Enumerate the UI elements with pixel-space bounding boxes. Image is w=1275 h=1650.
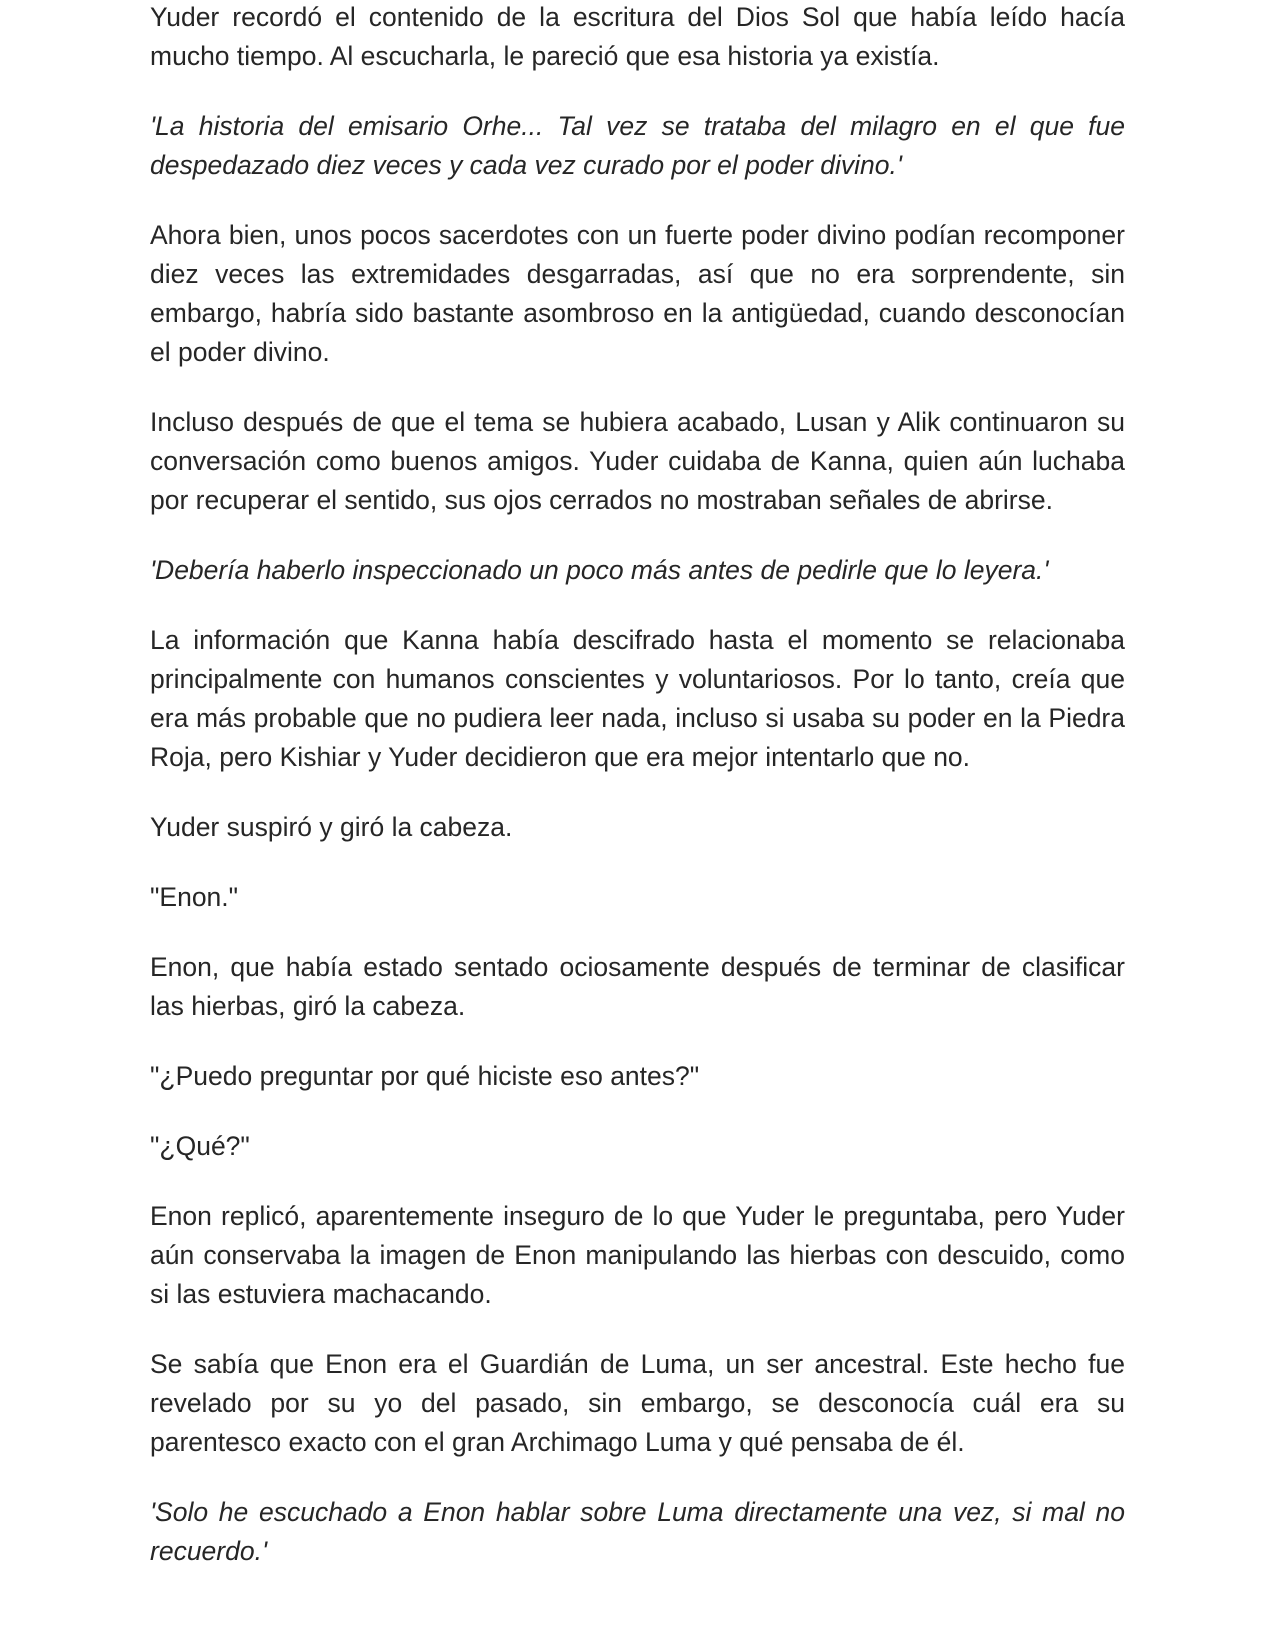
dialogue-paragraph: "¿Puedo preguntar por qué hiciste eso antes?" bbox=[150, 1061, 700, 1091]
italic-thought-paragraph: 'Debería haberlo inspeccionado un poco más antes de pedirle que lo leyera.' bbox=[150, 555, 1049, 585]
paragraph: Enon, que había estado sentado ociosamente después de terminar de clasificar las hierbas, giró la cabeza. bbox=[150, 952, 1125, 1021]
paragraph: Yuder suspiró y giró la cabeza. bbox=[150, 812, 513, 842]
paragraph: Se sabía que Enon era el Guardián de Luma, un ser ancestral. Este hecho fue revelado por su yo del pasado, sin embargo, se desconocía cuál era su parentesco exacto con el gran Archimago Luma y qué pensaba de él. bbox=[150, 1349, 1125, 1457]
paragraph: Enon replicó, aparentemente inseguro de lo que Yuder le preguntaba, pero Yuder aún conservaba la imagen de Enon manipulando las hierbas con descuido, como si las estuviera machacando. bbox=[150, 1201, 1125, 1309]
document-page bbox=[150, 0, 1125, 1602]
paragraph: Incluso después de que el tema se hubiera acabado, Lusan y Alik continuaron su conversación como buenos amigos. Yuder cuidaba de Kanna, quien aún luchaba por recuperar el sentido, sus ojos cerrados no mostraban señales de abrirse. bbox=[150, 407, 1125, 515]
italic-thought-paragraph: 'La historia del emisario Orhe... Tal vez se trataba del milagro en el que fue despedazado diez veces y cada vez curado por el poder divino.' bbox=[150, 111, 1125, 180]
dialogue-paragraph: "¿Qué?" bbox=[150, 1131, 250, 1161]
paragraph: Yuder recordó el contenido de la escritura del Dios Sol que había leído hacía mucho tiempo. Al escucharla, le pareció que esa historia ya existía. bbox=[150, 2, 1125, 71]
paragraph: La información que Kanna había descifrado hasta el momento se relacionaba principalmente con humanos conscientes y voluntariosos. Por lo tanto, creía que era más probable que no pudiera leer nada, incluso si usaba su poder en la Piedra Roja, pero Kishiar y Yuder decidieron que era mejor intentarlo que no. bbox=[150, 625, 1125, 772]
paragraph: Ahora bien, unos pocos sacerdotes con un fuerte poder divino podían recomponer diez veces las extremidades desgarradas, así que no era sorprendente, sin embargo, habría sido bastante asombroso en la antigüedad, cuando desconocían el poder divino. bbox=[150, 220, 1125, 367]
italic-thought-paragraph: 'Solo he escuchado a Enon hablar sobre Luma directamente una vez, si mal no recuerdo.' bbox=[150, 1497, 1125, 1566]
dialogue-paragraph: "Enon." bbox=[150, 882, 239, 912]
